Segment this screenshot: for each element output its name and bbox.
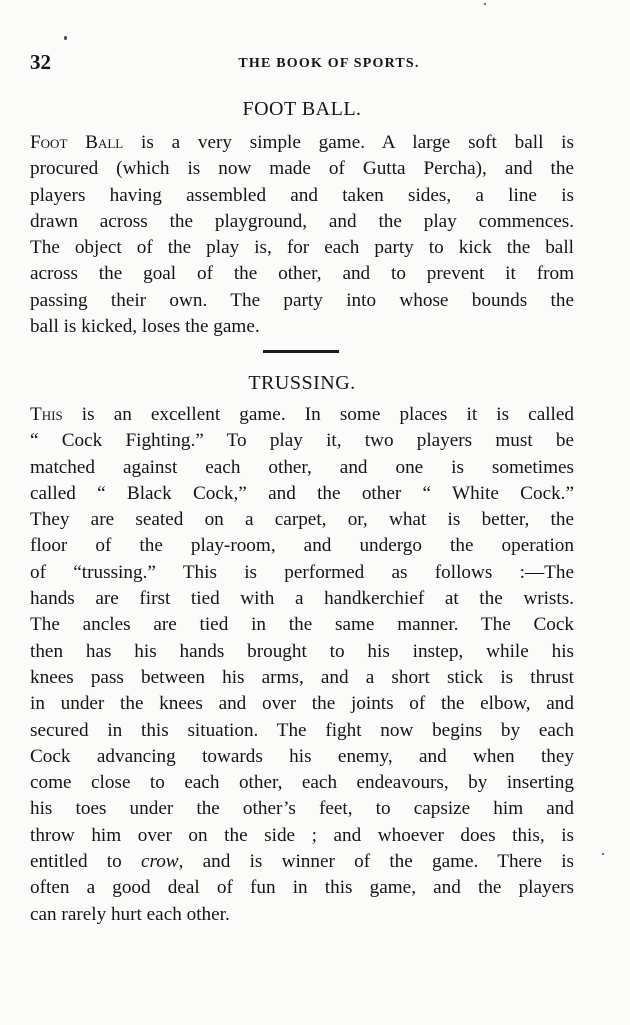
text-line: “ Cock Fighting.” To play it, two players must be — [30, 430, 574, 452]
text-line: knees pass between his arms, and a short stick is thrust — [30, 666, 574, 688]
lead-small-caps: Foot Ball — [30, 132, 124, 153]
text-line: procured (which is now made of Gutta Percha), and the — [30, 158, 574, 180]
text-line: drawn across the playground, and the play commences. — [30, 210, 574, 232]
text-line: often a good deal of fun in this game, and the players — [30, 877, 574, 899]
scan-speck — [64, 36, 67, 40]
text-line: then has his hands brought to his instep, while his — [30, 640, 574, 662]
scan-speck — [484, 3, 486, 5]
text-line: called “ Black Cock,” and the other “ White Cock.” — [30, 482, 574, 504]
text-line: secured in this situation. The fight now begins by each — [30, 719, 574, 741]
running-title: THE BOOK OF SPORTS. — [238, 56, 420, 71]
text-line: throw him over on the side ; and whoever does this, is — [30, 824, 574, 846]
section-heading-trussing: TRUSSING. — [248, 372, 356, 394]
text-line: can rarely hurt each other. — [30, 903, 230, 925]
text-line: of “trussing.” This is performed as follows :—The — [30, 561, 574, 583]
text-line: entitled to crow, and is winner of the game. There is — [30, 851, 574, 873]
text-line: hands are first tied with a handkerchief at the wrists. — [30, 588, 574, 610]
text-line: players having assembled and taken sides, a line is — [30, 184, 574, 206]
text-line: his toes under the other’s feet, to capsize him and — [30, 798, 574, 820]
running-head — [30, 50, 578, 76]
text-line: Foot Ball is a very simple game. A large soft ball is — [30, 132, 574, 153]
section-divider-rule — [263, 350, 339, 353]
text-line: come close to each other, each endeavours, by inserting — [30, 772, 574, 794]
scan-speck — [602, 853, 604, 855]
text-line: floor of the play-room, and undergo the operation — [30, 535, 574, 557]
italic-crow: crow — [140, 851, 179, 873]
text-line: matched against each other, and one is sometimes — [30, 456, 574, 478]
text-line: The object of the play is, for each party to kick the ball — [30, 237, 574, 259]
text-line: They are seated on a carpet, or, what is better, the — [30, 509, 574, 531]
paragraph-trussing — [30, 402, 574, 928]
lead-small-caps: This — [30, 404, 63, 425]
text-line: ball is kicked, loses the game. — [30, 316, 260, 338]
text-line: in under the knees and over the joints of the elbow, and — [30, 693, 574, 715]
text-line: passing their own. The party into whose bounds the — [30, 289, 574, 311]
paragraph-foot-ball — [30, 130, 574, 340]
text-line: This is an excellent game. In some places it is called — [30, 404, 574, 425]
text-line: The ancles are tied in the same manner. The Cock — [30, 614, 574, 636]
page-number: 32 — [30, 50, 51, 74]
text-line: Cock advancing towards his enemy, and when they — [30, 745, 574, 767]
text-line: across the goal of the other, and to prevent it from — [30, 263, 574, 285]
section-heading-foot-ball: FOOT BALL. — [242, 98, 362, 120]
